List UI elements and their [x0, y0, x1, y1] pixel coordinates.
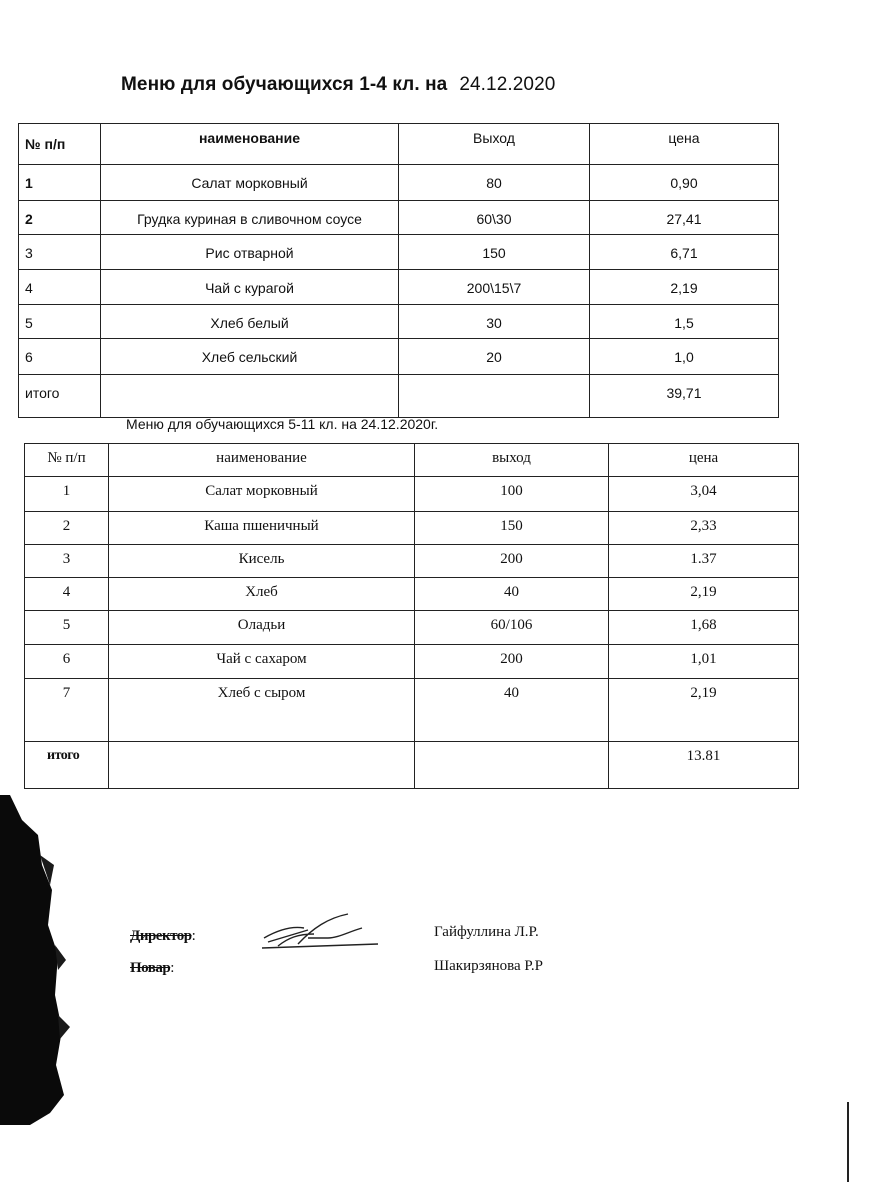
row-output: 30 — [399, 305, 590, 339]
row-price: 2,19 — [590, 270, 779, 305]
table-row — [19, 339, 779, 375]
table-row — [25, 512, 799, 545]
row-price: 6,71 — [590, 235, 779, 270]
row-price: 2,19 — [609, 679, 799, 742]
row-name: Хлеб белый — [101, 305, 399, 339]
header-num: № п/п — [25, 444, 109, 477]
header-name: наименование — [109, 444, 415, 477]
row-num: 7 — [25, 679, 109, 742]
row-name: Оладьи — [109, 611, 415, 645]
menu-5-11-title: Меню для обучающихся 5-11 кл. на 24.12.2020г. — [126, 416, 439, 432]
row-output: 60\30 — [399, 201, 590, 235]
table-row — [25, 545, 799, 578]
menu-1-4-table — [18, 123, 779, 418]
row-name: Грудка куриная в сливочном соусе — [101, 201, 399, 235]
table-row — [19, 270, 779, 305]
table-row — [25, 477, 799, 512]
row-price: 1,0 — [590, 339, 779, 375]
table-row — [25, 578, 799, 611]
header-price: цена — [609, 444, 799, 477]
cook-role-line: Повар: — [130, 960, 175, 976]
row-output: 200 — [415, 645, 609, 679]
row-output: 200\15\7 — [399, 270, 590, 305]
table-row — [25, 645, 799, 679]
table-total-row — [19, 375, 779, 418]
row-name: Каша пшеничный — [109, 512, 415, 545]
menu-5-11-table — [24, 443, 799, 789]
table-row — [19, 201, 779, 235]
table-row — [19, 305, 779, 339]
row-name: Салат морковный — [101, 165, 399, 201]
total-label: итого — [19, 375, 101, 418]
row-num: 6 — [25, 645, 109, 679]
table-row — [19, 235, 779, 270]
row-price: 2,33 — [609, 512, 799, 545]
row-num: 6 — [19, 339, 101, 375]
menu-1-4-title-text: Меню для обучающихся 1-4 кл. на — [121, 74, 448, 95]
table-row — [25, 679, 799, 742]
row-output: 40 — [415, 679, 609, 742]
row-name: Кисель — [109, 545, 415, 578]
menu-1-4-date: 24.12.2020 — [459, 74, 556, 95]
row-price: 27,41 — [590, 201, 779, 235]
row-num: 5 — [25, 611, 109, 645]
table-row — [19, 165, 779, 201]
table-header-row — [25, 444, 799, 477]
row-num: 1 — [25, 477, 109, 512]
director-role-line: Директор: — [130, 928, 196, 944]
row-output: 200 — [415, 545, 609, 578]
row-price: 1,68 — [609, 611, 799, 645]
row-output: 150 — [415, 512, 609, 545]
header-num: № п/п — [19, 124, 101, 165]
total-price: 39,71 — [590, 375, 779, 418]
table-row — [25, 611, 799, 645]
total-label: итого — [25, 742, 109, 789]
row-num: 3 — [19, 235, 101, 270]
row-price: 3,04 — [609, 477, 799, 512]
row-name: Хлеб сельский — [101, 339, 399, 375]
table-header-row — [19, 124, 779, 165]
row-num: 4 — [19, 270, 101, 305]
row-num: 3 — [25, 545, 109, 578]
header-output: выход — [415, 444, 609, 477]
header-name: наименование — [101, 124, 399, 165]
row-num: 4 — [25, 578, 109, 611]
row-price: 1,01 — [609, 645, 799, 679]
row-output: 60/106 — [415, 611, 609, 645]
row-price: 2,19 — [609, 578, 799, 611]
row-name: Хлеб — [109, 578, 415, 611]
cook-role: Повар — [130, 960, 171, 976]
row-price: 1,5 — [590, 305, 779, 339]
row-name: Чай с курагой — [101, 270, 399, 305]
row-num: 2 — [19, 201, 101, 235]
row-output: 150 — [399, 235, 590, 270]
row-name: Хлеб с сыром — [109, 679, 415, 742]
total-empty-name — [109, 742, 415, 789]
total-empty-name — [101, 375, 399, 418]
scan-edge-line — [846, 1102, 850, 1182]
row-output: 20 — [399, 339, 590, 375]
scan-shadow-edge — [0, 795, 80, 1125]
total-empty-output — [415, 742, 609, 789]
row-num: 1 — [19, 165, 101, 201]
total-empty-output — [399, 375, 590, 418]
total-price: 13.81 — [609, 742, 799, 789]
cook-name: Шакирзянова Р.Р — [434, 958, 543, 974]
table-total-row — [25, 742, 799, 789]
row-name: Чай с сахаром — [109, 645, 415, 679]
menu-1-4-title — [121, 74, 555, 96]
row-price: 0,90 — [590, 165, 779, 201]
director-signature — [258, 908, 382, 952]
director-role: Директор — [130, 928, 192, 944]
row-num: 5 — [19, 305, 101, 339]
row-price: 1.37 — [609, 545, 799, 578]
header-output: Выход — [399, 124, 590, 165]
row-num: 2 — [25, 512, 109, 545]
director-name: Гайфуллина Л.Р. — [434, 924, 539, 940]
row-output: 80 — [399, 165, 590, 201]
row-name: Рис отварной — [101, 235, 399, 270]
row-name: Салат морковный — [109, 477, 415, 512]
row-output: 100 — [415, 477, 609, 512]
header-price: цена — [590, 124, 779, 165]
row-output: 40 — [415, 578, 609, 611]
